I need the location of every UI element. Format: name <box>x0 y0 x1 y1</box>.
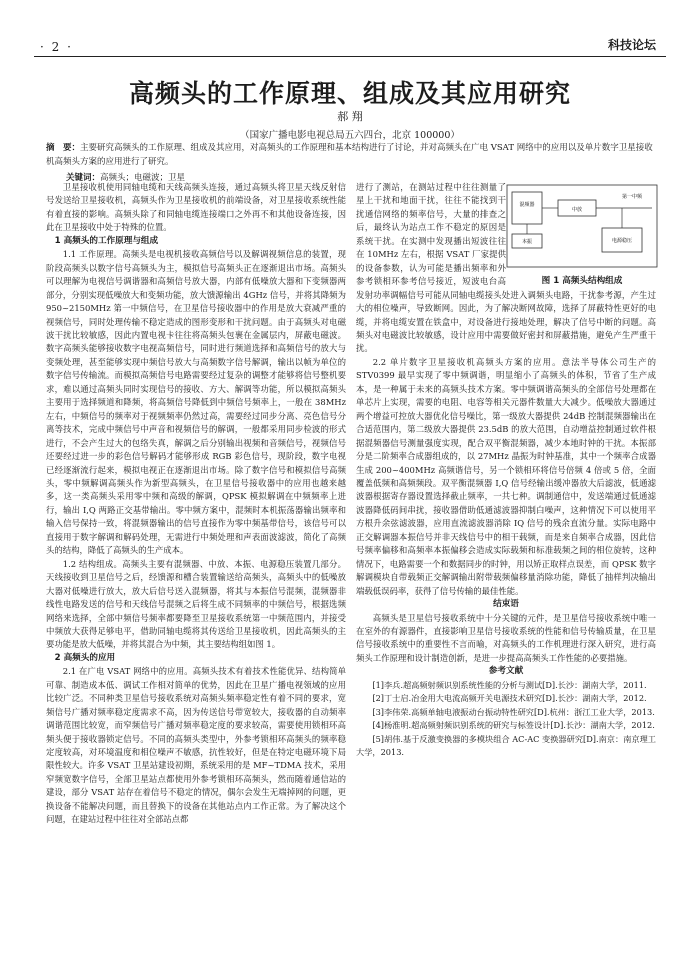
left-column <box>46 181 346 961</box>
keywords-text: 高频头；电磁波；卫星 <box>100 173 186 183</box>
section-heading: 1 高频头的工作原理与组成 <box>54 235 159 246</box>
paragraph: 1.2 结构组成。高频头主要有混频器、中放、本振、电源稳压装置几部分。天线接收到卫星信号之后，经馈源和槽合装置输送给高频头，高频头中的低噪放大器对低噪进行放大，放大后信号送入混频器，将其与本振信号混频，混频器非线性电路发送的信号和天线信号混频之后将生成不同频率的中频信号，根据选频网络来选择，全部中频信号频率都要降至卫星接收系统第一中频范围内，并接受中频放大获得足够电平，借助同轴电缆将其传送给卫星接收机，因此高频头的主要功能是放大低噪，并将其混合为中频，其主要结构组如图 1。 <box>46 558 346 650</box>
power-label: 电源稳压 <box>611 238 633 244</box>
section-heading: 2 高频头的应用 <box>54 652 116 663</box>
page-number: · 2 · <box>40 40 73 54</box>
figure-caption: 图 1 高频头结构组成 <box>541 276 623 286</box>
paragraph: 卫星接收机使用同轴电缆和天线高频头连接，通过高频头将卫星天线反射信号发送给卫星接收机，高频头作为卫星接收机的前端设备，对卫星接收系统性能有着直接的影响。高频头除了和同轴电缆连接端口之外再不和其他设备连接，因此在卫星接收中处于特殊的位置。 <box>46 182 346 233</box>
if-amp-label: 中放 <box>571 207 583 213</box>
keywords-label: 关键词： <box>66 173 101 183</box>
abstract <box>46 141 654 169</box>
paragraph: 2.2 单片数字卫星接收机高频头方案的应用。意法半导体公司生产的 STV0399 最早实现了零中频调谐，明显缩小了高频头的体积，节省了生产成本，是一种属于未来的高频头技术方案。零中频调谐高频头的全部信号处理都在单芯片上实现，需要的电阻、电容等相关元器件数量大大减少。低噪放大器通过两个增益可控放大器优化信号噪比，第一级放大器提供 24dB 控制混频器输出在合适范围内，第二级放大器提供 23.5dB 的放大范围，自动增益控制通过软件根据混频器信号测量强度实现，配合双平衡混频器，减少本地时钟的干扰。本振部分是二阶频率合成器组成的，以 27MHz 晶振为时钟基准，其中一个频率合成器生成 200~400MHz 高频谐信号，另一个锁相环将信号倍频 4 倍或 5 倍，全面覆盖低频和高频频段。双平衡混频器 I,Q 信号经输出缓冲器放大后滤波，低通滤波器根据寄存器设置选择截止频率，一共七种。调制通信中，发送端通过低通滤波器降低码间串扰，接收器借助低通滤波器抑制白噪声，这种情况下可以使用平方根升余弦滤波器，应用直流滤波器消除 IQ 信号的残余直流分量。实际电路中正交解调器本振信号并非天线信号中的相干载频，而是来自频率合成器，因此信号频率偏移和高频率本振偏移会造成实际载频和标准载频之间的相位旋转，这种情况下，电路需要一个和数据同步的时钟，用以矫正取样点误差，而 QPSK 数字解调模块自带载频正交解调输出附带载频偏移量消除功能，降低了抽样判决输出端载低误码率，获得了信号传输的最佳性能。 <box>356 356 656 596</box>
reference-item: [3]李伟荣.高频单轴电液振动台振动特性研究[D].杭州：浙江工业大学，2013. <box>372 706 655 717</box>
article-title: 高频头的工作原理、组成及其应用研究 <box>128 79 571 108</box>
reference-item: [2]丁士启.冶金用大电流高频开关电源技术研究[D].长沙：湖南大学，2012. <box>372 693 647 704</box>
right-column <box>356 181 656 961</box>
affiliation: （国家广播电影电视总局五六四台，北京 100000） <box>240 130 460 141</box>
abstract-label: 摘 要： <box>46 143 81 153</box>
paragraph: 进行了测站，在测站过程中往往测量了星上干扰和地面干扰，往往不能找到干扰通信网络的频率信号，大量的排查之后，最终认为站点工作不稳定的原因是系统干扰。在实测中发现播出短波往往在 10MHz 左右，根据 VSAT 厂家提供的设备参数，认为可能是播出频率和外参考锁相环参考信号接近，短波电台高发射功率调幅信号可能从同轴电缆接头处进入调频头电路，干扰参考源，产生过大的相位噪声，导致断网。因此，为了解决断网故障，选择了屏蔽特性更好的电缆，并将电缆安置在铁盒中，对设备进行接地处理，解决了信号中断的问题。高频头对电磁波比较敏感，设计应用中需要做好密封和屏蔽措施，避免产生严重干扰。 <box>356 182 656 354</box>
structure-figure <box>506 184 658 268</box>
paragraph: 2.1 在广电 VSAT 网络中的应用。高频头技术有着技术性能优异、结构简单可靠、制造成本低、调试工作相对简单的优势，因此在卫星广播电视领域的应用比较广泛。不同种类卫星信号接收系统对高频头频率稳定性有着不同的要求，宽频信号广播对频率稳定度需求不高，因为传送信号带宽较大，接收器的自动频率调谐范围比较宽，而窄频信号广播对频率稳定度的要求较高，需要使用锁相环高频头便于接收器锁定信号。不同的高频头类型中，外参考锁相环高频头的频率稳定度较高，对环境温度和相位噪声不敏感，抗性较好，但是在特定电磁环境下局限性较大。许多 VSAT 卫星站建设初期，系统采用的是 MF~TDMA 技术，采用窄频宽数字信号，全部卫星站点都使用外参考锁相环高频头，然而随着通信站的建设，部分 VSAT 站存在着信号不稳定的情况，偶尔会发生无端掉网的问题，更换设备不能解决问题，而且替换下的设备在其他站点内工作正常。为了解决这个问题，在建站过程中往往对全部站点都 <box>46 666 346 825</box>
mixer-label: 混频器 <box>519 202 535 208</box>
author: 郝 翔 <box>337 110 363 123</box>
reference-item: [1]李兵.超高频射频识别系统性能的分析与测试[D].长沙：湖南大学，2011. <box>372 679 647 690</box>
section-heading: 结束语 <box>493 599 519 610</box>
paragraph: 高频头是卫星信号接收系统中十分关键的元件，是卫星信号接收系统中唯一在室外的有源器件，直接影响卫星信号接收系统的性能和信号传输质量，在卫星信号接收系统中的重要性不言而喻，对高频头的工作机理进行深入研究，进行高频头工作原理和设计制造创新，是进一步提高高频头工作性能的必要措施。 <box>356 612 656 663</box>
lo-label: 本振 <box>521 239 533 245</box>
mixer-box <box>512 192 542 224</box>
abstract-text: 主要研究高频头的工作原理、组成及其应用，对高频头的工作原理和基本结构进行了讨论，并对高频头在广电 VSAT 网络中的应用以及单片数字卫星接收机高频头方案的应用进行了研究。 <box>46 143 653 167</box>
first-if-label: 第一中频 <box>621 194 643 200</box>
page-header <box>0 0 700 62</box>
header-rule <box>34 56 666 57</box>
journal-name: 科技论坛 <box>607 38 656 52</box>
section-heading: 参考文献 <box>488 666 524 677</box>
reference-item: [4]杨淮明.超高频射频识别系统的研究与标签设计[D].长沙：湖南大学，2012. <box>372 720 655 731</box>
reference-item: [5]胡伟.基于反激变换器的多模块组合 AC-AC 变换器研究[D].南京：南京理工大学，2013. <box>356 733 656 758</box>
paragraph: 1.1 工作原理。高频头是电视机接收高频信号以及解调视频信息的装置，现阶段高频头以数字信号高频头为主，模拟信号高频头正在逐渐退出市场。高频头可以理解为电视信号调谐器和高频信号放大器，内部有低噪放大器和下变频器两部分，分别实现低噪放大和变频功能，放大馈源输出 4GHz 信号，并将其降频为 950~2150MHz 第一中频信号，在卫星信号接收器中的作用是放大衰减严重的视频信号，同时处理传输不稳定造成的图形变形和干扰问题。由于高频头对电磁波干扰比较敏感，因此内置电视卡往往将高频头包裹在金属层内，屏蔽电磁波。数字高频头能够接收数字电视高频信号，同时进行频道选择和高频信号的放大与变频处理，甚至能够实现中频信号放大与高频数字信号解调，输出以帧为单位的数字信号传输流。而模拟高频信号电路需要经过复杂的调整才能够将信号整机要求，难以通过高频头同时实现信号的接收、方大、解调等功能，所以模拟高频头主要用于选择频道和降频，将高频信号降低到中频信号频率上，一般在 38MHz 左右，中频信号的频率对于视频频率仍然过高，需要经过同步分离、亮色信号分离等技术，完成中频信号中声音和视频信号的解调，一般都采用同步检波的形式进行，不会产生过大的包络失真，解调之后分别输出视频和音频信号，视频信号还要经过进一步的彩色信号解码才能够形成 RGB 彩色信号，现阶段，数字电视已经逐渐流行起来，模拟电视正在逐渐退出市场。除了数字信号和模拟信号高频头，零中频解调高频头作为新型高频头，在卫星信号接收器中的应用也越来越多，这一类高频头采用零中频和高级的解调，QPSK 模拟解调在中频频率上进行，输出 I,Q 两路正交基带输出。零中频方案中，混频时本机振荡器输出频率和输入信号保持一致，将混频器输出的信号直接作为零中频基带信号，该信号可以直接用于数字解调和解码处理，无需进行中频处理和声表面波滤波，简化了高频头的结构，降低了高频头的生产成本。 <box>46 249 346 556</box>
